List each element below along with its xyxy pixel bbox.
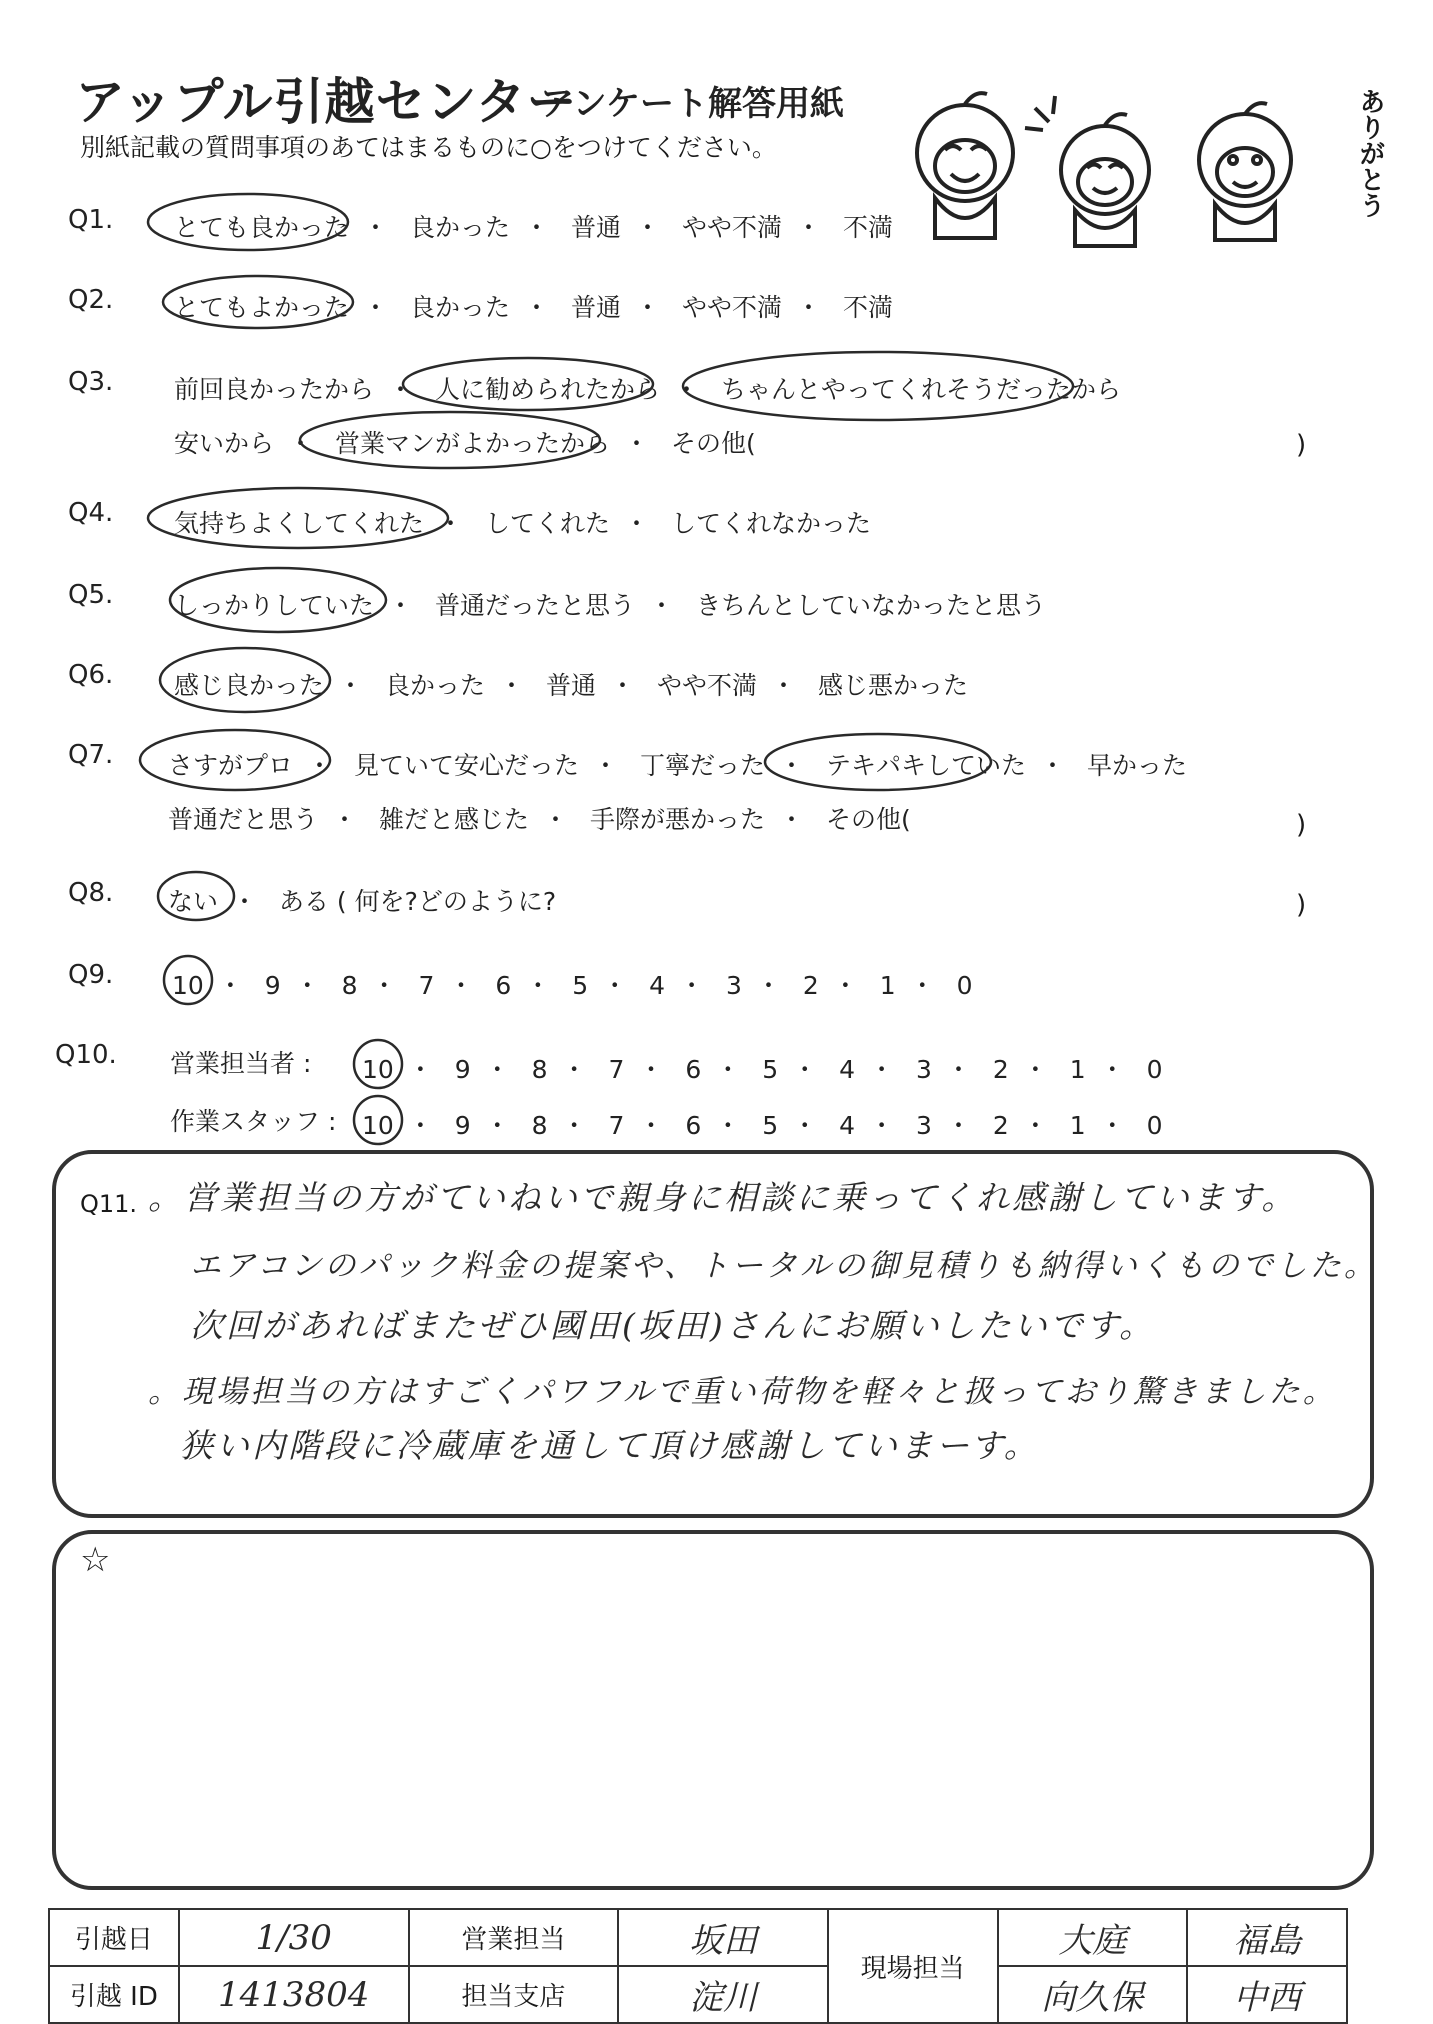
q11-comment-line: 狭い内階段に冷蔵庫を通して頂け感謝していまーす。	[180, 1426, 1040, 1465]
q9-score[interactable]: 8	[341, 971, 358, 1000]
q10-sales-label: 営業担当者 :	[170, 1049, 312, 1078]
q3-option[interactable]: 安いから	[174, 429, 275, 458]
branch-label: 担当支店	[409, 1966, 619, 2023]
q7-option[interactable]: さすがプロ	[168, 751, 294, 780]
q10-staff-score[interactable]: 9	[454, 1111, 471, 1140]
q10-staff-label: 作業スタッフ :	[170, 1107, 337, 1136]
q1-option[interactable]: やや不満	[681, 213, 782, 242]
q8-option[interactable]: ある ( 何を?どのように?	[278, 887, 557, 916]
q11-comment-line: 。営業担当の方がていねいで親身に相談に乗ってくれ感謝しています。	[148, 1178, 1298, 1217]
q9-score[interactable]: 5	[572, 971, 589, 1000]
q3-option[interactable]: ちゃんとやってくれそうだったから	[720, 375, 1121, 404]
q3-paren-close: )	[1296, 430, 1307, 460]
q9-score[interactable]: 10	[172, 971, 204, 1000]
q6-option[interactable]: やや不満	[656, 671, 757, 700]
q2-label: Q2.	[68, 285, 114, 315]
q10-staff-score[interactable]: 1	[1069, 1111, 1086, 1140]
q2-option[interactable]: とてもよかった	[174, 293, 350, 322]
monkey-icon	[1025, 96, 1149, 246]
q5-options: しっかりしていた ・ 普通だったと思う ・ きちんとしていなかったと思う	[174, 586, 1046, 622]
q3-option[interactable]: 人に勧められたから	[434, 375, 660, 404]
monkey-icon	[1199, 103, 1291, 240]
q8-option[interactable]: ない	[168, 887, 219, 916]
q6-option[interactable]: 感じ悪かった	[817, 671, 968, 700]
q10-label: Q10.	[55, 1040, 117, 1070]
site-staff-name: 大庭	[998, 1909, 1188, 1966]
q9-score[interactable]: 0	[956, 971, 973, 1000]
q7-option[interactable]: テキパキしていた	[825, 751, 1026, 780]
q9-score[interactable]: 2	[802, 971, 819, 1000]
q2-option[interactable]: 良かった	[409, 293, 510, 322]
q11-comment-line: 。現場担当の方はすごくパワフルで重い荷物を軽々と扱っており驚きました。	[148, 1374, 1337, 1410]
q1-option[interactable]: とても良かった	[174, 213, 350, 242]
q1-option[interactable]: 不満	[842, 213, 893, 242]
q10-staff-score[interactable]: 3	[916, 1111, 932, 1140]
q7-option[interactable]: 見ていて安心だった	[353, 751, 579, 780]
q9-label: Q9.	[68, 960, 114, 990]
q10-sales-score[interactable]: 2	[992, 1055, 1009, 1084]
q10-sales-score[interactable]: 9	[454, 1055, 471, 1084]
q9-score[interactable]: 9	[264, 971, 281, 1000]
q9-score[interactable]: 1	[879, 971, 896, 1000]
q1-option[interactable]: 良かった	[409, 213, 510, 242]
site-staff-name: 中西	[1187, 1966, 1347, 2023]
q4-options: 気持ちよくしてくれた ・ してくれた ・ してくれなかった	[174, 504, 871, 540]
q10-sales-score[interactable]: 3	[916, 1055, 932, 1084]
q10-sales-score[interactable]: 6	[685, 1055, 702, 1084]
q5-option[interactable]: きちんとしていなかったと思う	[695, 591, 1046, 620]
q11-comment-line: 次回があればまたぜひ國田(坂田)さんにお願いしたいです。	[190, 1306, 1156, 1345]
q9-score[interactable]: 3	[726, 971, 742, 1000]
move-id-value: 1413804	[179, 1966, 409, 2023]
q9-scale: 10 ・ 9 ・ 8 ・ 7 ・ 6 ・ 5 ・ 4 ・ 3 ・ 2 ・ 1 ・ 0	[172, 971, 973, 1000]
q7-option[interactable]: 早かった	[1086, 751, 1187, 780]
q7-options-line1: さすがプロ ・ 見ていて安心だった ・ 丁寧だった ・ テキパキしていた ・ 早かった	[168, 746, 1187, 782]
q2-option[interactable]: 不満	[842, 293, 893, 322]
q7-option[interactable]: 雑だと感じた	[378, 805, 529, 834]
q7-option[interactable]: 普通だと思う	[168, 805, 319, 834]
q7-option[interactable]: 手際が悪かった	[589, 805, 765, 834]
q11-comment-line: エアコンのパック料金の提案や、トータルの御見積りも納得いくものでした。	[190, 1248, 1378, 1284]
form-subtitle: アンケート解答用紙	[540, 84, 844, 124]
q10-sales-score[interactable]: 0	[1146, 1055, 1163, 1084]
q7-options-line2: 普通だと思う ・ 雑だと感じた ・ 手際が悪かった ・ その他(	[168, 800, 911, 836]
q11-label: Q11.	[80, 1190, 138, 1218]
free-comment-box[interactable]	[52, 1530, 1374, 1890]
sales-rep-value: 坂田	[618, 1909, 828, 1966]
q3-option[interactable]: 前回良かったから	[174, 375, 375, 404]
q10-staff-score[interactable]: 5	[762, 1111, 779, 1140]
q8-label: Q8.	[68, 878, 114, 908]
mascot-illustration	[895, 88, 1355, 258]
q4-option[interactable]: してくれた	[484, 509, 610, 538]
q6-option[interactable]: 普通	[545, 671, 596, 700]
site-staff-label: 現場担当	[828, 1909, 998, 2023]
q4-option[interactable]: 気持ちよくしてくれた	[174, 509, 425, 538]
q1-label: Q1.	[68, 205, 114, 235]
q10-sales-score[interactable]: 1	[1069, 1055, 1086, 1084]
q10-staff-score[interactable]: 7	[608, 1111, 625, 1140]
q1-option[interactable]: 普通	[570, 213, 621, 242]
q8-paren-close: )	[1296, 890, 1307, 920]
q7-label: Q7.	[68, 740, 114, 770]
q10-staff-score[interactable]: 6	[685, 1111, 702, 1140]
q2-option[interactable]: やや不満	[681, 293, 782, 322]
q10-sales-score[interactable]: 7	[608, 1055, 625, 1084]
move-info-table	[48, 1908, 1348, 2024]
form-title: アップル引越センター	[75, 73, 578, 131]
q3-option[interactable]: 営業マンがよかったから	[334, 429, 610, 458]
q3-options-line2: 安いから ・ 営業マンがよかったから ・ その他(	[174, 424, 756, 460]
q5-option[interactable]: しっかりしていた	[174, 591, 375, 620]
q4-option[interactable]: してくれなかった	[670, 509, 871, 538]
move-id-label: 引越 ID	[49, 1966, 179, 2023]
q3-label: Q3.	[68, 367, 114, 397]
q4-label: Q4.	[68, 498, 114, 528]
q10-staff-score[interactable]: 8	[531, 1111, 548, 1140]
monkey-icon	[917, 93, 1013, 238]
q3-options-line1: 前回良かったから ・ 人に勧められたから ・ ちゃんとやってくれそうだったから	[174, 370, 1121, 406]
move-date-label: 引越日	[49, 1909, 179, 1966]
q6-label: Q6.	[68, 660, 114, 690]
q5-option[interactable]: 普通だったと思う	[434, 591, 635, 620]
q9-score[interactable]: 6	[495, 971, 512, 1000]
q2-option[interactable]: 普通	[570, 293, 621, 322]
q10-sales-score[interactable]: 10	[362, 1055, 394, 1084]
q6-option[interactable]: 良かった	[384, 671, 485, 700]
q9-score[interactable]: 4	[649, 971, 666, 1000]
q10-staff-score[interactable]: 0	[1146, 1111, 1163, 1140]
sales-rep-label: 営業担当	[409, 1909, 619, 1966]
q7-option[interactable]: 丁寧だった	[639, 751, 765, 780]
site-staff-name: 向久保	[998, 1966, 1188, 2023]
site-staff-name: 福島	[1187, 1909, 1347, 1966]
q7-paren-close: )	[1296, 810, 1307, 840]
q10-sales-score[interactable]: 5	[762, 1055, 779, 1084]
q5-label: Q5.	[68, 580, 114, 610]
q10-staff-scale: 10 ・ 9 ・ 8 ・ 7 ・ 6 ・ 5 ・ 4 ・ 3 ・ 2 ・ 1 ・ 0	[362, 1111, 1163, 1140]
q3-option-other[interactable]: その他(	[670, 429, 756, 458]
q10-sales-score[interactable]: 4	[839, 1055, 856, 1084]
instruction-text: 別紙記載の質問事項のあてはまるものに○をつけてください。	[80, 133, 777, 162]
q10-staff-score[interactable]: 4	[839, 1111, 856, 1140]
q10-sales-score[interactable]: 8	[531, 1055, 548, 1084]
q6-options: 感じ良かった ・ 良かった ・ 普通 ・ やや不満 ・ 感じ悪かった	[174, 666, 968, 702]
q10-staff-score[interactable]: 10	[362, 1111, 394, 1140]
thanks-text: ありがとう	[1355, 88, 1385, 218]
q10-staff-score[interactable]: 2	[992, 1111, 1009, 1140]
q1-options: とても良かった ・ 良かった ・ 普通 ・ やや不満 ・ 不満	[174, 208, 893, 244]
q8-options: ない ・ ある ( 何を?どのように?	[168, 882, 556, 918]
star-icon: ☆	[80, 1540, 111, 1580]
q2-options: とてもよかった ・ 良かった ・ 普通 ・ やや不満 ・ 不満	[174, 288, 893, 324]
q6-option[interactable]: 感じ良かった	[174, 671, 325, 700]
q10-sales-scale: 10 ・ 9 ・ 8 ・ 7 ・ 6 ・ 5 ・ 4 ・ 3 ・ 2 ・ 1 ・ 0	[362, 1055, 1163, 1084]
q7-option-other[interactable]: その他(	[825, 805, 911, 834]
branch-value: 淀川	[618, 1966, 828, 2023]
move-date-value: 1/30	[179, 1909, 409, 1966]
q9-score[interactable]: 7	[418, 971, 435, 1000]
